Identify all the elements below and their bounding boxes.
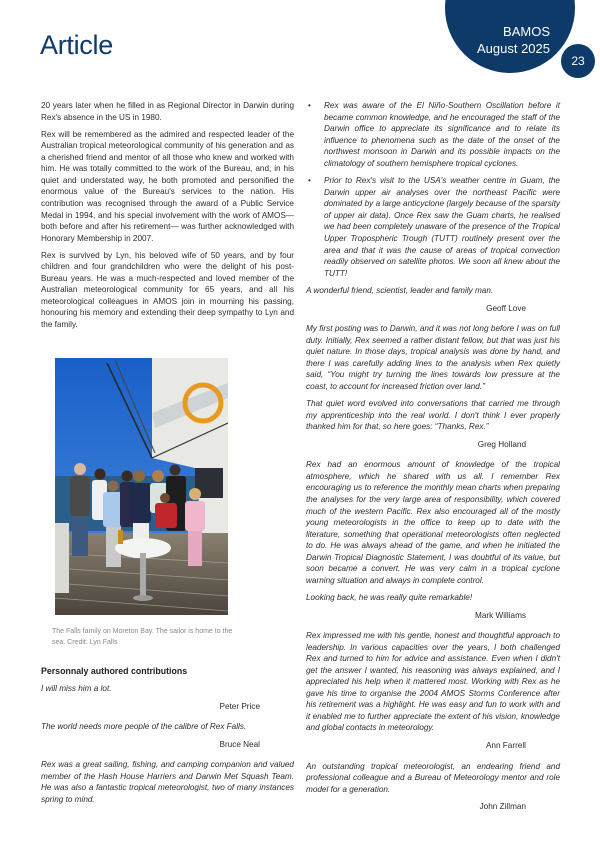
page-number: 23 <box>561 44 595 78</box>
contribution-text: An outstanding tropical meteorologist, an endearing friend and professional colleague and a Bureau of Meteorology mentor and role model for a generation. <box>306 761 560 794</box>
publication-name: BAMOS <box>503 24 550 39</box>
left-column <box>41 100 294 336</box>
list-item <box>306 100 560 169</box>
anecdote-list <box>306 100 560 279</box>
issue-date: August 2025 <box>476 41 550 56</box>
contribution-text: That quiet word evolved into conversations that carried me through my apprenticeship into the real world. I don't think I ever properly thanked him for that, so here goes: “Thanks, Rex.” <box>306 399 560 432</box>
contribution-text: The world needs more people of the calibre of Rex Falls. <box>41 722 247 732</box>
contribution-author: Bruce Neal <box>219 739 260 749</box>
contribution-text: My first posting was to Darwin, and it was not long before I was on full duty. Initially, Rex seemed a rather distant fellow, but that was just his quiet nature. In those days, tropical analysis was done by hand, and there I was carefully adding lines to the analysis when Rex quietly said, “You might try turning the lines towards low pressure at the coast, to account for increased friction over land.” <box>306 324 560 392</box>
contribution-author: Mark Williams <box>475 610 526 620</box>
paragraph: Rex is survived by Lyn, his beloved wife of 50 years, and by four children and four grandchildren who were the delight of his post-Bureau years. He was a much-respected and loved member of the Australian meteorological community for 65 years, and all his meteorological colleagues in AMOS join in mourning his passing, honouring his memory and extending their deep sympathy to Lyn and the family. <box>41 250 294 330</box>
section-title: Article <box>40 30 113 60</box>
list-item <box>306 175 560 279</box>
contributions-heading: Personnaly authored contributions <box>41 666 188 676</box>
bullet-icon: • <box>308 176 311 186</box>
paragraph: Rex will be remembered as the admired and respected leader of the Australian tropical meteorological community of his generation and as a cherished friend and mentor of all those who knew and worked with him. He was totally committed to the work of the Bureau, and, in his quiet and understated way, he both promoted and personified the enormous value of the Bureau's services to the nation. His contribution was recognised through the award of a Public Service Medal in 1994, and his special involvement with the work of AMOS—both before and after his retirement— was further acknowledged with Honorary Membership in 2007. <box>41 129 294 243</box>
photo-caption: The Falls family on Moreton Bay. The sailor is home to the sea. Credit: Lyn Falls <box>52 628 233 646</box>
right-column <box>306 100 560 822</box>
issue-info <box>477 23 550 57</box>
contribution-text: Looking back, he was really quite remarkable! <box>306 592 473 602</box>
bullet-icon: • <box>308 101 311 110</box>
list-item-text: Prior to Rex's visit to the USA's weather centre in Guam, the Darwin upper air analyses over the northeast Pacific were dominated by a large anticyclone (largely because of the sparsity of upper air data). Once Rex saw the Guam charts, he realised we had been completely unaware of the presence of the Tropical Upper Tropospheric Trough (TUTT) routinely present over the area and that it was the cause of areas of tropical convection readily observed on satellite photos. We soon all knew about the TUTT! <box>324 176 560 278</box>
contribution-text: I will miss him a lot. <box>41 684 112 693</box>
contribution-text: Rex impressed me with his gentle, honest and thoughtful approach to leadership. In various capacities over the years, I both challenged Rex and turned to him for advice and assistance. Even when I didn't get the answer I wanted, his reasoning was always explained, and I appreciated his help when it mattered most. Working with Rex as he gave his time to organise the 2004 AMOS Storms Conference after his retirement was a highlight. He was easy and fun to work with and it enabled me to further appreciate the extent of his vision, knowledge and global contacts in meteorology. <box>306 631 560 733</box>
contribution-text: Rex was a great sailing, fishing, and camping companion and valued member of the Hash House Harriers and Darwin Met Squash Team. He was also a fantastic tropical meteorologist, two of many instances spring to mind. <box>41 760 294 804</box>
family-photo <box>55 358 228 615</box>
paragraph: 20 years later when he filled in as Regional Director in Darwin during Rex's absence in the US in 1980. <box>41 101 294 122</box>
contribution-author: Peter Price <box>219 701 260 711</box>
contribution-author: John Zillman <box>479 802 526 812</box>
contribution-text: Rex had an enormous amount of knowledge of the tropical atmosphere, which he shared with us all. I remember Rex encouraging us to reference the monthly mean charts when preparing the analyses for the very large area of responsibility, which covered much of the western Pacific. Rex also encouraged all of the mostly young meteorologists in the office to keep up to date with the literature, something that operational meteorologists often neglected to do. He was always ahead of the game, and when he initiated the Darwin Tropical Diagnostic Statement, I was doubtful of its value, but soon became a convert. He was very calm in a tropical cyclone warning situation and always in complete control. <box>306 460 560 585</box>
contribution-author: Geoff Love <box>486 303 526 313</box>
contribution-text: A wonderful friend, scientist, leader and family man. <box>306 286 494 296</box>
left-contributions <box>41 683 294 811</box>
contribution-author: Greg Holland <box>477 439 526 449</box>
list-item-text: Rex was aware of the El Niño-Southern Oscillation before it became common knowledge, and he encouraged the staff of the Darwin office to appreciate its significance and to relate its influence to phenomena such as the date of the onset of the northwest monsoon in Darwin and its possible impacts on the climatology of southern hemisphere tropical cyclones. <box>324 101 560 168</box>
contribution-author: Ann Farrell <box>485 740 526 750</box>
